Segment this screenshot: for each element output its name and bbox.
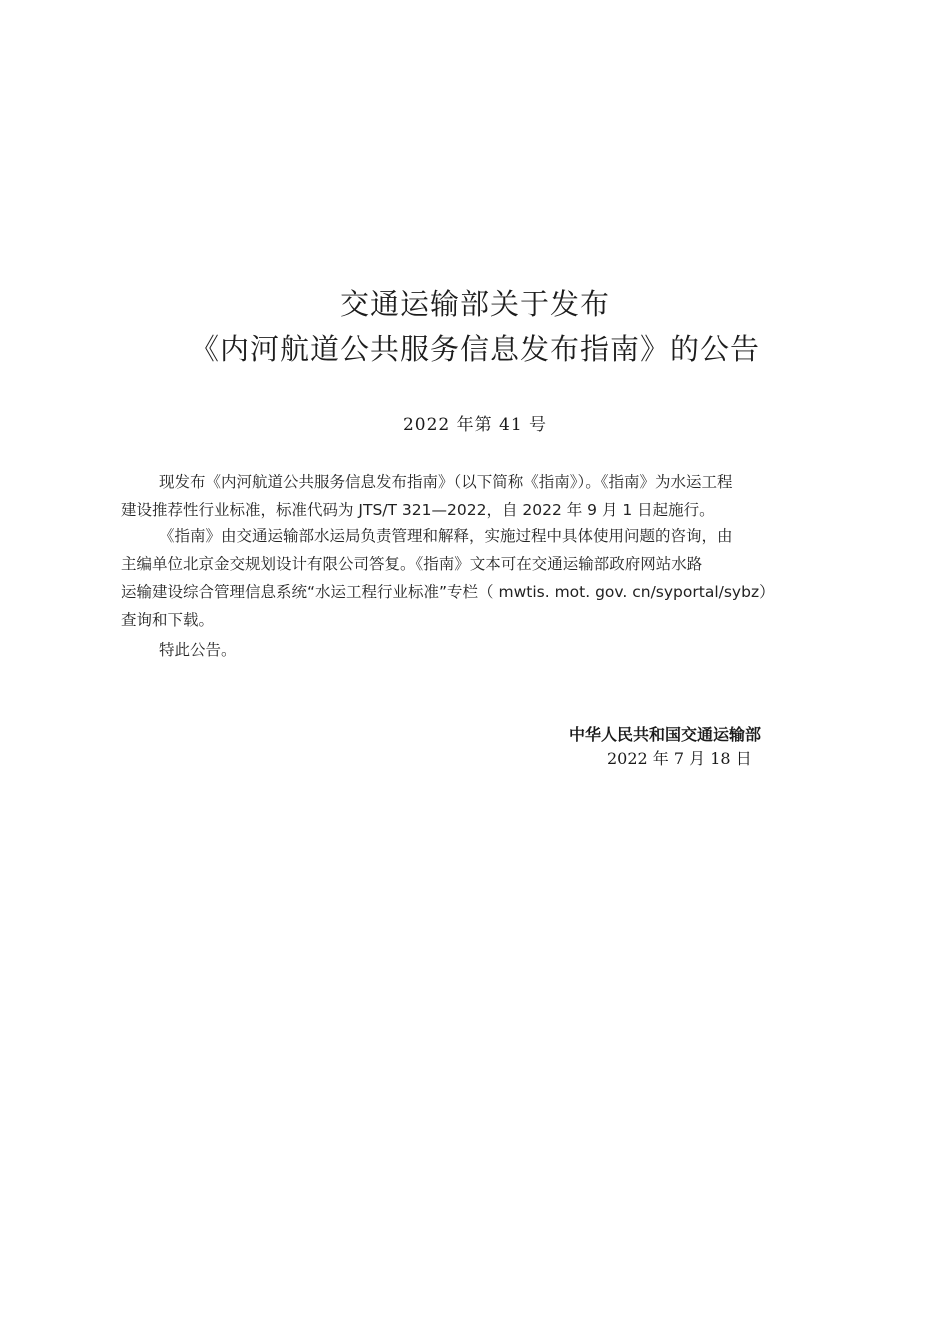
paragraph-1-line-2: 建设推荐性行业标准，标准代码为 JTS/T 321—2022，自 2022 年 9 月 1 日起施行。 xyxy=(121,501,715,519)
paragraph-2-line-2: 主编单位北京金交规划设计有限公司答复。《指南》文本可在交通运输部政府网站水路 xyxy=(121,555,703,573)
issuing-authority: 中华人民共和国交通运输部 xyxy=(569,725,762,744)
announcement-title-line-1: 交通运输部关于发布 xyxy=(339,287,610,321)
paragraph-3-line-1: 特此公告。 xyxy=(159,641,237,659)
paragraph-2-line-4: 查询和下载。 xyxy=(121,611,215,629)
paragraph-2-line-1: 《指南》由交通运输部水运局负责管理和解释，实施过程中具体使用问题的咨询，由 xyxy=(159,527,733,545)
issue-date: 2022 年 7 月 18 日 xyxy=(607,749,752,768)
announcement-title-line-2: 《内河航道公共服务信息发布指南》的公告 xyxy=(189,332,760,366)
document-number: 2022 年第 41 号 xyxy=(402,415,548,435)
paragraph-1-line-1: 现发布《内河航道公共服务信息发布指南》（以下简称《指南》）。《指南》为水运工程 xyxy=(159,473,733,491)
paragraph-2-line-3: 运输建设综合管理信息系统“水运工程行业标准”专栏（ mwtis. mot. gov. cn/syportal/sybz） xyxy=(121,583,775,601)
